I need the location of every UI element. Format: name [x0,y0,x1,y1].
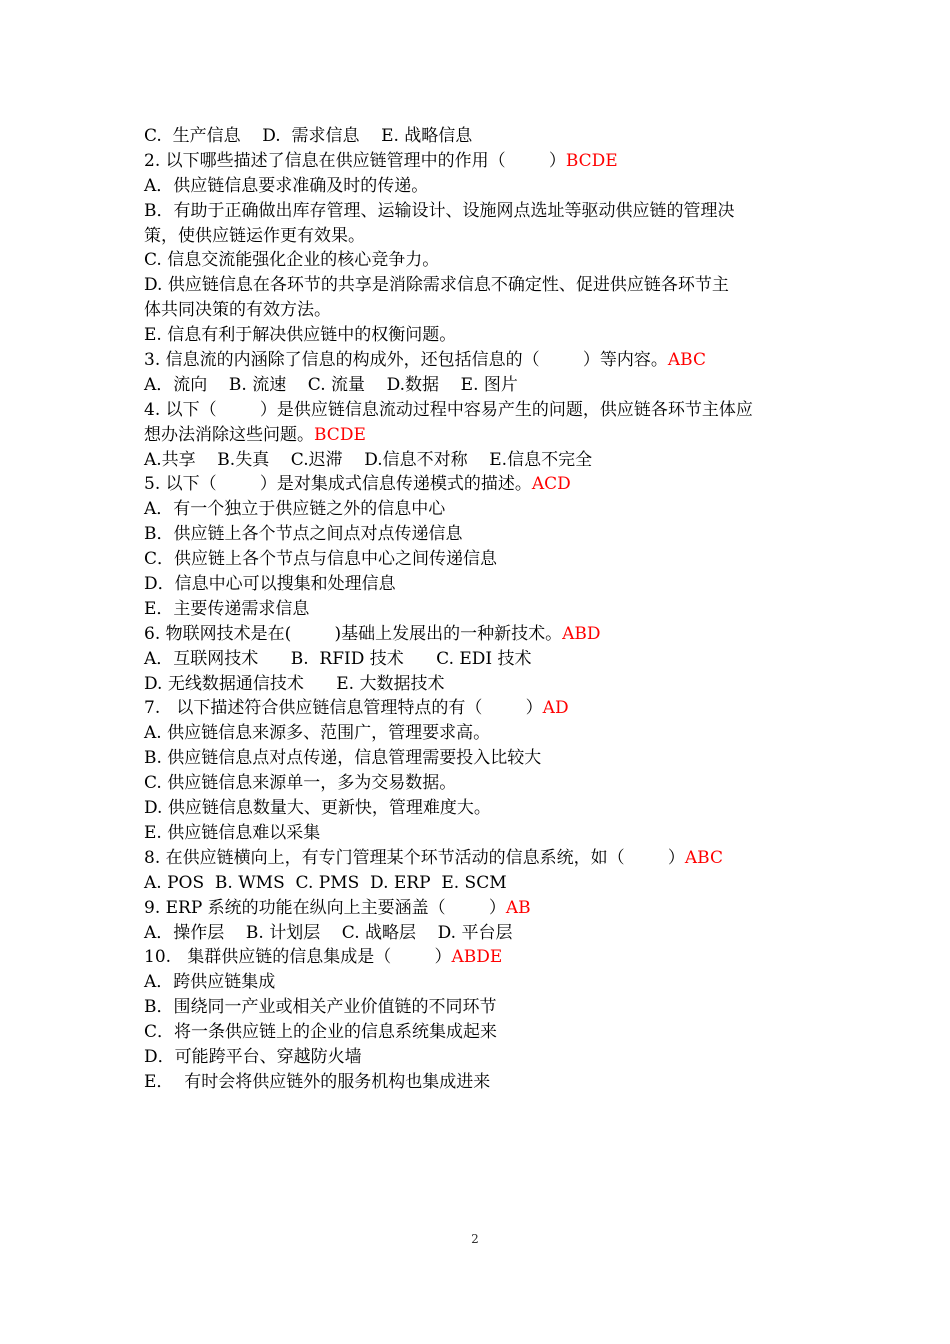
text-line [144,1070,814,1095]
text-line [144,821,814,846]
text-line [144,945,814,970]
line-text: B．有助于正确做出库存管理、运输设计、设施网点选址等驱动供应链的管理决 [144,200,735,221]
text-line [144,472,814,497]
line-text: 7. 以下描述符合供应链信息管理特点的有（ ） [144,698,543,719]
text-line [144,970,814,995]
document-body [144,124,814,1095]
line-text: C．将一条供应链上的企业的信息系统集成起来 [144,1022,498,1043]
text-line [144,348,814,373]
text-line [144,647,814,672]
line-text: B．围绕同一产业或相关产业价值链的不同环节 [144,997,497,1018]
text-line [144,1045,814,1070]
line-text: D. 供应链信息在各环节的共享是消除需求信息不确定性、促进供应链各环节主 [144,275,729,296]
line-text: A．跨供应链集成 [144,972,276,993]
line-text: D．可能跨平台、穿越防火墙 [144,1046,362,1067]
answer-key: BCDE [314,424,366,445]
line-text: 6. 物联网技术是在( )基础上发展出的一种新技术。 [144,623,563,644]
text-line [144,298,814,323]
text-line [144,273,814,298]
text-line [144,721,814,746]
text-line [144,796,814,821]
text-line [144,1020,814,1045]
line-text: 3. 信息流的内涵除了信息的构成外，还包括信息的（ ）等内容。 [144,350,668,371]
text-line [144,174,814,199]
line-text: B. 供应链信息点对点传递，信息管理需要投入比较大 [144,748,542,769]
line-text: 8. 在供应链横向上，有专门管理某个环节活动的信息系统，如（ ） [144,847,685,868]
answer-key: ABDE [451,947,503,968]
answer-key: ABC [667,350,706,371]
line-text: D. 无线数据通信技术 E. 大数据技术 [144,673,445,694]
line-text: D. 供应链信息数量大、更新快，管理难度大。 [144,798,491,819]
text-line [144,199,814,224]
line-text: 10. 集群供应链的信息集成是（ ） [144,947,452,968]
line-text: 想办法消除这些问题。 [144,424,314,445]
text-line [144,896,814,921]
text-line [144,597,814,622]
line-text: A．供应链信息要求准确及时的传递。 [144,175,429,196]
line-text: E．主要传递需求信息 [144,598,310,619]
text-line [144,398,814,423]
text-line [144,995,814,1020]
line-text: D．信息中心可以搜集和处理信息 [144,574,396,595]
line-text: 9. ERP 系统的功能在纵向上主要涵盖（ ） [144,897,506,918]
line-text: 5. 以下（ ）是对集成式信息传递模式的描述。 [144,474,532,495]
line-text: A．流向 B. 流速 C. 流量 D.数据 E. 图片 [144,374,518,395]
answer-key: BCDE [565,150,618,171]
text-line [144,771,814,796]
line-text: 4. 以下（ ）是供应链信息流动过程中容易产生的问题，供应链各环节主体应 [144,399,753,420]
line-text: 策，使供应链运作更有效果。 [144,225,365,246]
text-line [144,622,814,647]
text-line [144,423,814,448]
line-text: A．互联网技术 B. RFID 技术 C. EDI 技术 [144,648,532,669]
text-line [144,572,814,597]
answer-key: AD [542,698,569,719]
text-line [144,448,814,473]
text-line [144,124,814,149]
text-line [144,497,814,522]
line-text: C. 信息交流能强化企业的核心竞争力。 [144,250,440,271]
answer-key: ACD [531,474,571,495]
text-line [144,547,814,572]
line-text: E. 信息有利于解决供应链中的权衡问题。 [144,325,457,346]
text-line [144,248,814,273]
line-text: C. 生产信息 D. 需求信息 E. 战略信息 [144,126,473,146]
text-line [144,672,814,697]
page-number: 2 [471,1232,479,1246]
line-text: C. 供应链信息来源单一，多为交易数据。 [144,773,457,794]
answer-key: ABC [684,847,723,868]
line-text: 体共同决策的有效方法。 [144,300,331,321]
line-text: A.共享 B.失真 C.迟滞 D.信息不对称 E.信息不完全 [144,449,593,470]
line-text: E． 有时会将供应链外的服务机构也集成进来 [144,1071,491,1092]
line-text: C．供应链上各个节点与信息中心之间传递信息 [144,549,498,570]
text-line [144,224,814,249]
text-line [144,846,814,871]
text-line [144,149,814,174]
text-line [144,746,814,771]
line-text: A．操作层 B. 计划层 C. 战略层 D. 平台层 [144,922,513,943]
line-text: 2. 以下哪些描述了信息在供应链管理中的作用（ ） [144,150,566,171]
line-text: A. 供应链信息来源多、范围广，管理要求高。 [144,723,491,744]
line-text: B．供应链上各个节点之间点对点传递信息 [144,524,463,545]
line-text: E. 供应链信息难以采集 [144,822,321,843]
text-line [144,522,814,547]
answer-key: AB [505,897,531,918]
text-line [144,921,814,946]
text-line [144,373,814,398]
text-line [144,696,814,721]
line-text: A．有一个独立于供应链之外的信息中心 [144,499,446,520]
line-text: A. POS B. WMS C. PMS D. ERP E. SCM [144,872,507,893]
text-line [144,871,814,896]
text-line [144,323,814,348]
answer-key: ABD [562,623,601,644]
